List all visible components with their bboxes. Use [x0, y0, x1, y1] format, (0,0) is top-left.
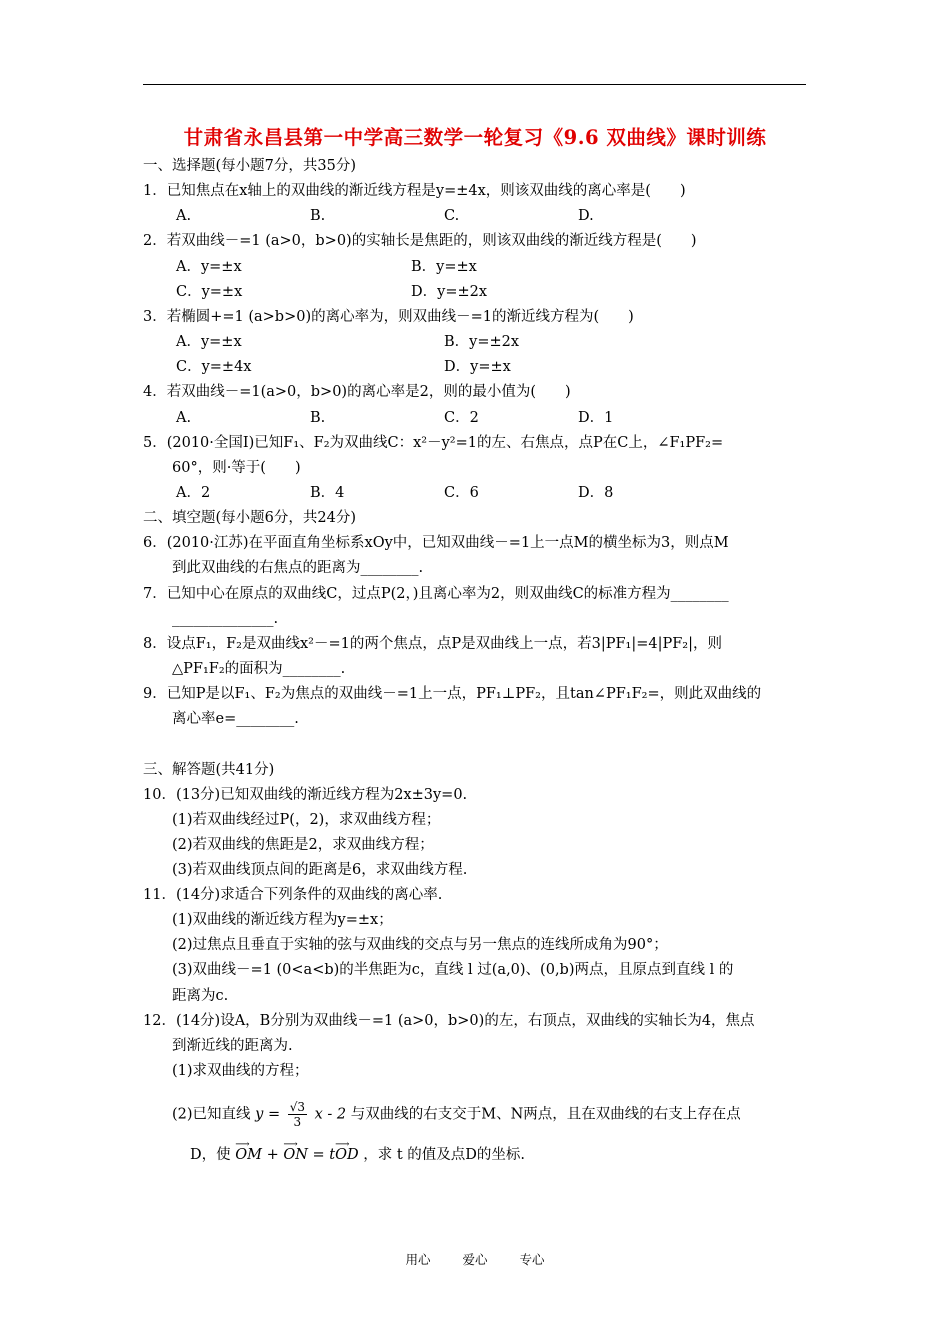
- q1-option-c: C.: [444, 208, 460, 224]
- question-11: 11．(14分)求适合下列条件的双曲线的离心率.: [143, 887, 443, 903]
- q12-line-y: y =: [255, 1106, 281, 1123]
- q1-option-d: D.: [578, 208, 594, 224]
- question-7-cont: ______________.: [172, 611, 279, 627]
- q3-option-a: A．y=±x: [176, 334, 242, 350]
- q3-option-b: B．y=±2x: [444, 334, 520, 350]
- question-7: 7．已知中心在原点的双曲线C，过点P(2，)且离心率为2，则双曲线C的标准方程为________: [143, 586, 729, 602]
- q5-option-a: A．2: [176, 485, 211, 501]
- document-title: 甘肃省永昌县第一中学高三数学一轮复习《9.6 双曲线》课时训练: [183, 126, 767, 149]
- q12-slope-denominator: 3: [293, 1115, 302, 1129]
- q4-option-c: C．2: [444, 410, 479, 426]
- q1-option-a: A.: [176, 208, 192, 224]
- q5-option-c: C．6: [444, 485, 479, 501]
- q2-option-a: A．y=±x: [176, 259, 242, 275]
- q12-slope-numerator: √3: [289, 1100, 305, 1114]
- q12-vector-lead: D，使: [190, 1147, 231, 1163]
- question-12-cont: 到渐近线的距离为.: [172, 1038, 293, 1054]
- q4-option-d: D．1: [578, 410, 614, 426]
- question-4: 4．若双曲线－=1(a>0，b>0)的离心率是2，则的最小值为( ): [143, 384, 571, 400]
- question-6-cont: 到此双曲线的右焦点的距离为________.: [172, 560, 424, 576]
- q4-option-a: A.: [176, 410, 192, 426]
- question-3: 3．若椭圆+=1 (a>b>0)的离心率为，则双曲线－=1的渐近线方程为( ): [143, 309, 634, 325]
- question-1: 1．已知焦点在x轴上的双曲线的渐近线方程是y=±4x，则该双曲线的离心率是( ): [143, 183, 686, 199]
- q1-option-b: B.: [310, 208, 326, 224]
- section-choice-heading: 一、选择题(每小题7分，共35分): [143, 158, 356, 174]
- question-10-part-3: (3)若双曲线顶点间的距离是6，求双曲线方程.: [172, 862, 468, 878]
- question-12-part-2: [172, 1100, 741, 1129]
- q5-option-d: D．8: [578, 485, 614, 501]
- question-5-cont: 60°，则·等于( ): [172, 460, 301, 476]
- question-6: 6．(2010·江苏)在平面直角坐标系xOy中，已知双曲线－=1上一点M的横坐标为3，则点M: [143, 535, 729, 551]
- q12-vector-tail: ，求 t 的值及点D的坐标.: [363, 1147, 526, 1163]
- q4-option-b: B.: [310, 410, 326, 426]
- question-12-part-2-cont: [190, 1145, 525, 1165]
- question-12: 12．(14分)设A，B分别为双曲线－=1 (a>0，b>0)的左，右顶点，双曲线的实轴长为4，焦点: [143, 1013, 755, 1029]
- vector-eq-t: = t: [312, 1147, 336, 1163]
- q5-option-b: B．4: [310, 485, 345, 501]
- question-10-part-2: (2)若双曲线的焦距是2，求双曲线方程；: [172, 837, 434, 853]
- header-rule: [143, 84, 806, 85]
- question-9: 9．已知P是以F₁、F₂为焦点的双曲线－=1上一点，PF₁⊥PF₂，且tan∠PF₁F₂=，则此双曲线的: [143, 686, 762, 702]
- question-8-cont: △PF₁F₂的面积为________.: [172, 661, 346, 677]
- question-11-part-1: (1)双曲线的渐近线方程为y=±x；: [172, 912, 393, 928]
- question-11-part-2: (2)过焦点且垂直于实轴的弦与双曲线的交点与另一焦点的连线所成角为90°；: [172, 937, 668, 953]
- question-8: 8．设点F₁，F₂是双曲线x²－=1的两个焦点，点P是双曲线上一点，若3|PF₁|=4|PF₂|，则: [143, 636, 722, 652]
- vector-od: ⟶ OD: [335, 1145, 359, 1165]
- q12-line-slope: [288, 1100, 307, 1129]
- vector-on: ⟶ ON: [283, 1145, 308, 1165]
- page-footer: 用心 爱心 专心: [405, 1252, 545, 1267]
- vector-om: ⟶ OM: [235, 1145, 262, 1165]
- question-10: 10．(13分)已知双曲线的渐近线方程为2x±3y=0.: [143, 787, 468, 803]
- q2-option-d: D．y=±2x: [411, 284, 488, 300]
- question-12-part-1: (1)求双曲线的方程；: [172, 1063, 309, 1079]
- q2-option-b: B．y=±x: [411, 259, 477, 275]
- q12-part2-lead: (2)已知直线: [172, 1106, 251, 1123]
- q3-option-d: D．y=±x: [444, 359, 511, 375]
- question-10-part-1: (1)若双曲线经过P(，2)，求双曲线方程；: [172, 812, 441, 828]
- q3-option-c: C．y=±4x: [176, 359, 252, 375]
- section-fill-heading: 二、填空题(每小题6分，共24分): [143, 510, 356, 526]
- question-2: 2．若双曲线－=1 (a>0，b>0)的实轴长是焦距的，则该双曲线的渐近线方程是( ): [143, 233, 697, 249]
- q12-part2-text: 与双曲线的右支交于M、N两点，且在双曲线的右支上存在点: [350, 1106, 741, 1123]
- vector-plus: +: [266, 1147, 279, 1163]
- question-11-part-3-cont: 距离为c.: [172, 988, 229, 1004]
- question-5: 5．(2010·全国Ⅰ)已知F₁、F₂为双曲线C：x²－y²=1的左、右焦点，点P在C上，∠F₁PF₂=: [143, 435, 724, 451]
- q12-line-x: x - 2: [314, 1106, 347, 1123]
- q2-option-c: C．y=±x: [176, 284, 243, 300]
- question-11-part-3: (3)双曲线－=1 (0<a<b)的半焦距为c，直线 l 过(a,0)、(0,b)两点，且原点到直线 l 的: [172, 962, 734, 978]
- section-solve-heading: 三、解答题(共41分): [143, 762, 275, 778]
- question-9-cont: 离心率e=________.: [172, 711, 299, 727]
